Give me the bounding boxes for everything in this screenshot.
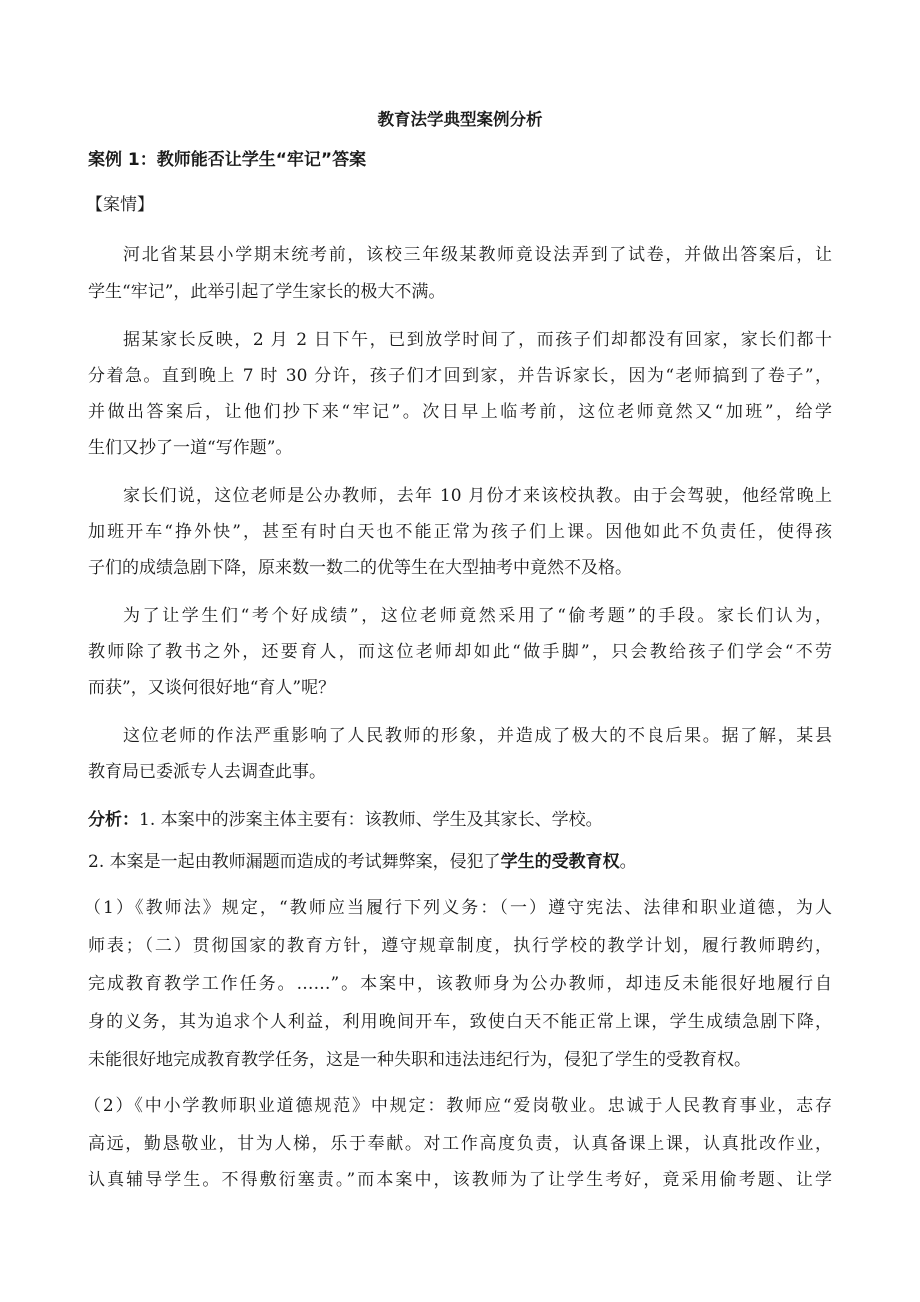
text-line: 认真辅导学生。不得敷衍塞责。”而本案中，该教师为了让学生考好，竟采用偷考题、让学	[88, 1170, 832, 1190]
case-heading: 案例 1：教师能否让学生“牢记”答案	[88, 150, 367, 170]
analysis-item-2-emphasis: 学生的受教育权	[500, 852, 620, 872]
text-line: 据某家长反映，2 月 2 日下午，已到放学时间了，而孩子们却都没有回家，家长们都十	[123, 330, 832, 350]
text-line: 未能很好地完成教育教学任务，这是一种失职和违法违纪行为，侵犯了学生的受教育权。	[88, 1050, 751, 1070]
text-line: 完成教育教学工作任务。……”。本案中，该教师身为公办教师，却违反未能很好地履行自	[88, 974, 832, 994]
text-line: 这位老师的作法严重影响了人民教师的形象，并造成了极大的不良后果。据了解，某县	[123, 726, 832, 746]
text-line: 河北省某县小学期末统考前，该校三年级某教师竟设法弄到了试卷，并做出答案后，让	[123, 245, 832, 265]
text-line: 而获”，又谈何很好地“育人”呢？	[88, 678, 336, 698]
analysis-item-1-text: 1. 本案中的涉案主体主要有：该教师、学生及其家长、学校。	[139, 810, 603, 830]
text-line: （1）《教师法》规定，“教师应当履行下列义务：（一）遵守宪法、法律和职业道德，为人	[84, 898, 832, 918]
text-line: 为了让学生们“考个好成绩”，这位老师竟然采用了“偷考题”的手段。家长们认为，	[123, 606, 832, 626]
analysis-item-1	[88, 809, 832, 831]
text-line: 分着急。直到晚上 7 时 30 分许，孩子们才回到家，并告诉家长，因为“老师搞到了卷子”，	[88, 366, 832, 386]
text-line: 教师除了教书之外，还要育人，而这位老师却如此“做手脚”，只会教给孩子们学会“不劳	[88, 642, 832, 662]
text-line: （2）《中小学教师职业道德规范》中规定：教师应“爱岗敬业。忠诚于人民教育事业，志存	[84, 1096, 832, 1116]
text-line: 师表；（二）贯彻国家的教育方针，遵守规章制度，执行学校的教学计划，履行教师聘约，	[88, 936, 832, 956]
text-line: 并做出答案后，让他们抄下来“牢记”。次日早上临考前，这位老师竟然又“加班”，给学	[88, 402, 832, 422]
text-line: 子们的成绩急剧下降，原来数一数二的优等生在大型抽考中竟然不及格。	[88, 558, 632, 578]
analysis-label: 分析：	[88, 810, 139, 830]
analysis-item-2-end: 。	[619, 852, 637, 872]
text-line: 高远，勤恳敬业，甘为人梯，乐于奉献。对工作高度负责，认真备课上课，认真批改作业，	[88, 1134, 832, 1154]
analysis-item-2-text: 2. 本案是一起由教师漏题而造成的考试舞弊案，侵犯了	[88, 852, 501, 872]
document-title: 教育法学典型案例分析	[377, 110, 543, 129]
text-line: 学生“牢记”，此举引起了学生家长的极大不满。	[88, 282, 446, 302]
analysis-item-2	[88, 851, 832, 873]
text-line: 教育局已委派专人去调查此事。	[88, 762, 326, 782]
section-label-facts: 【案情】	[86, 195, 154, 215]
text-line: 家长们说，这位老师是公办教师，去年 10 月份才来该校执教。由于会驾驶，他经常晚上	[123, 486, 832, 506]
text-line: 身的义务，其为追求个人利益，利用晚间开车，致使白天不能正常上课，学生成绩急剧下降，	[88, 1012, 832, 1032]
text-line: 加班开车“挣外快”，甚至有时白天也不能正常为孩子们上课。因他如此不负责任，使得孩	[88, 522, 832, 542]
text-line: 生们又抄了一道“写作题”。	[88, 438, 293, 458]
